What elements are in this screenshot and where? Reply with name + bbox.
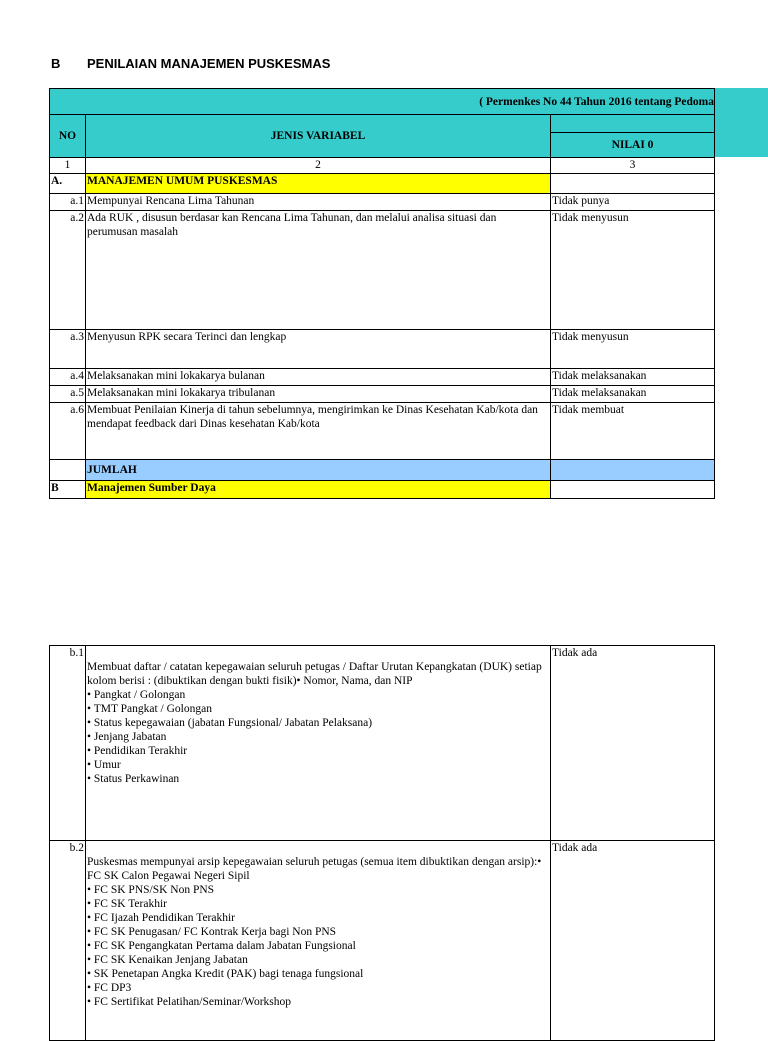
row-no: a.4 xyxy=(50,369,86,386)
col-number-2: 2 xyxy=(86,158,551,174)
section-letter: B xyxy=(51,56,61,71)
row-value: Tidak menyusun xyxy=(551,211,715,330)
table-row xyxy=(50,211,715,330)
row-description: Membuat daftar / catatan kepegawaian seluruh petugas / Daftar Urutan Kepangkatan (DUK) setiap kolom berisi : (dibuktikan dengan bukti fisik)• Nomor, Nama, dan NIP • Pangkat / Golongan • TMT Pangkat / Golongan • Status kepegawaian (jabatan Fungsional/ Jabatan Pelaksana) • Jenjang Jabatan • Pendidikan Terakhir • Umur • Status Perkawinan xyxy=(86,646,551,841)
row-value: Tidak melaksanakan xyxy=(551,386,715,403)
row-value: Tidak menyusun xyxy=(551,330,715,369)
row-no: a.2 xyxy=(50,211,86,330)
col-number-3: 3 xyxy=(551,158,715,174)
col-number-1: 1 xyxy=(50,158,86,174)
row-no: a.3 xyxy=(50,330,86,369)
row-no: a.1 xyxy=(50,194,86,211)
section-a-no: A. xyxy=(50,174,86,194)
table-row xyxy=(50,369,715,386)
row-value: Tidak ada xyxy=(551,841,715,1041)
assessment-table-b xyxy=(49,645,715,1041)
row-no: b.2 xyxy=(50,841,86,1041)
table-row xyxy=(50,841,715,1041)
row-description: Melaksanakan mini lokakarya bulanan xyxy=(86,369,551,386)
row-value: Tidak melaksanakan xyxy=(551,369,715,386)
section-a-title: MANAJEMEN UMUM PUSKESMAS xyxy=(86,174,551,194)
row-value: Tidak ada xyxy=(551,646,715,841)
col-header-no: NO xyxy=(50,115,86,158)
regulation-reference: ( Permenkes No 44 Tahun 2016 tentang Pedoma xyxy=(86,89,715,115)
row-description: Membuat Penilaian Kinerja di tahun sebelumnya, mengirimkan ke Dinas Kesehatan Kab/kota dan mendapat feedback dari Dinas kesehatan Kab/kota xyxy=(86,403,551,460)
row-description: Ada RUK , disusun berdasar kan Rencana Lima Tahunan, dan melalui analisa situasi dan perumusan masalah xyxy=(86,211,551,330)
table-row xyxy=(50,386,715,403)
row-description: Menyusun RPK secara Terinci dan lengkap xyxy=(86,330,551,369)
row-no: a.6 xyxy=(50,403,86,460)
section-heading xyxy=(51,56,330,71)
total-label: JUMLAH xyxy=(86,460,551,481)
section-b-title: Manajemen Sumber Daya xyxy=(86,481,551,499)
row-description: Mempunyai Rencana Lima Tahunan xyxy=(86,194,551,211)
col-header-variable: JENIS VARIABEL xyxy=(86,115,551,158)
section-b-no: B xyxy=(50,481,86,499)
table-row xyxy=(50,330,715,369)
row-value: Tidak membuat xyxy=(551,403,715,460)
header-fill-extension xyxy=(713,88,768,157)
row-no: a.5 xyxy=(50,386,86,403)
total-value xyxy=(551,460,715,481)
row-no: b.1 xyxy=(50,646,86,841)
table-row xyxy=(50,403,715,460)
section-title: PENILAIAN MANAJEMEN PUSKESMAS xyxy=(87,56,331,71)
table-row xyxy=(50,194,715,211)
row-description: Melaksanakan mini lokakarya tribulanan xyxy=(86,386,551,403)
col-header-value: NILAI 0 xyxy=(551,133,715,158)
row-description: Puskesmas mempunyai arsip kepegawaian seluruh petugas (semua item dibuktikan dengan arsip):• FC SK Calon Pegawai Negeri Sipil • FC SK PNS/SK Non PNS • FC SK Terakhir • FC Ijazah Pendidikan Terakhir • FC SK Penugasan/ FC Kontrak Kerja bagi Non PNS • FC SK Pengangkatan Pertama dalam Jabatan Fungsional • FC SK Kenaikan Jenjang Jabatan • SK Penetapan Angka Kredit (PAK) bagi tenaga fungsional • FC DP3 • FC Sertifikat Pelatihan/Seminar/Workshop xyxy=(86,841,551,1041)
table-row xyxy=(50,646,715,841)
row-value: Tidak punya xyxy=(551,194,715,211)
assessment-table-a xyxy=(49,88,715,499)
